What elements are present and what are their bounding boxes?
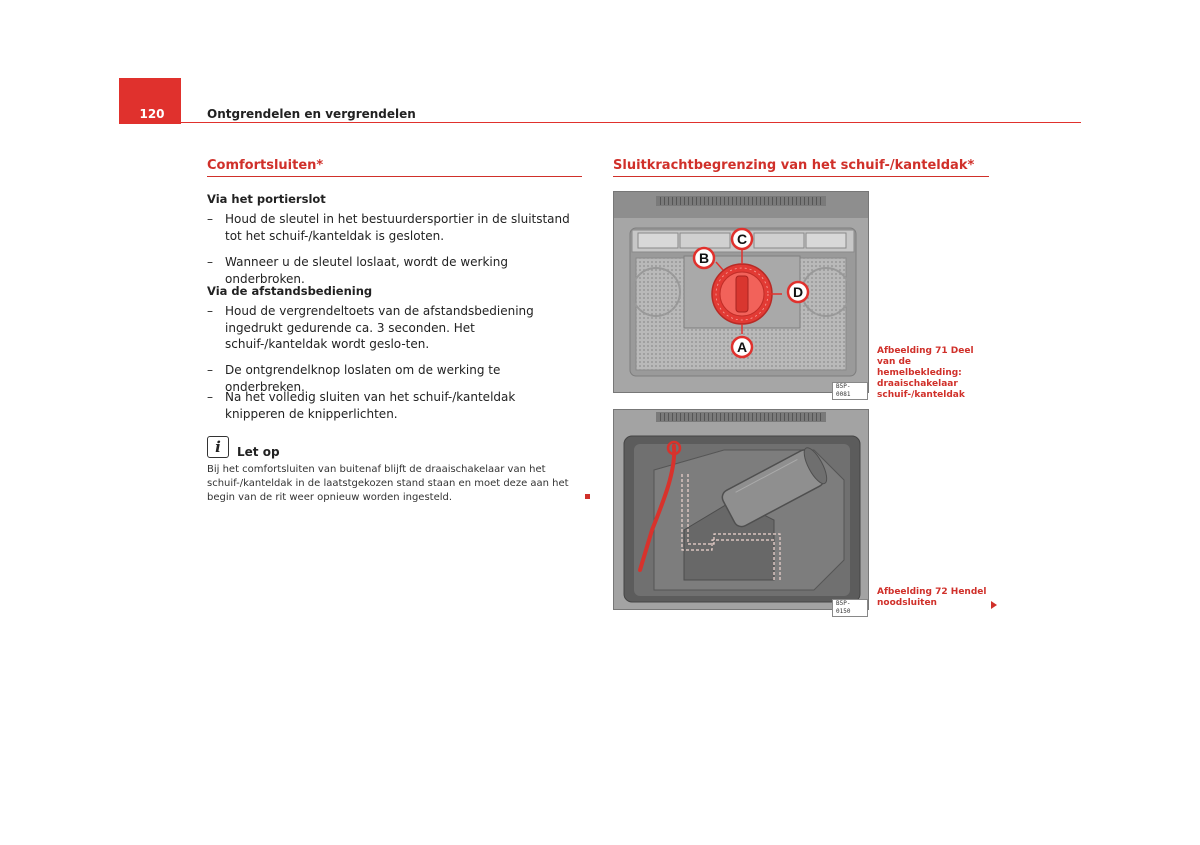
list-item-text: Wanneer u de sleutel loslaat, wordt de werking onderbroken. xyxy=(225,255,508,286)
bullet-dash: – xyxy=(207,255,213,269)
bullet-dash: – xyxy=(207,304,213,318)
list-item-text: De ontgrendelknop loslaten om de werking te onderbreken. xyxy=(225,363,501,394)
subheading-afstandsbediening: Via de afstandsbediening xyxy=(207,284,373,298)
figure-71-caption: Afbeelding 71 Deel van de hemelbekleding: draaischakelaar schuif-/kanteldak xyxy=(877,346,974,400)
figure-72-emergency-lever xyxy=(613,409,869,615)
figure-72-caption: Afbeelding 72 Hendel noodsluiten xyxy=(877,587,987,608)
list-item-text: Houd de sleutel in het bestuurdersportier in de sluitstand tot het schuif-/kanteldak is gesloten. xyxy=(225,212,570,243)
list-item-text: Na het volledig sluiten van het schuif-/kanteldak knipperen de knipperlichten. xyxy=(225,390,516,421)
figure-label-d: D xyxy=(792,284,804,300)
section-rule-left xyxy=(207,176,582,177)
section-end-marker-icon xyxy=(585,494,590,499)
bullet-dash: – xyxy=(207,212,213,226)
list-item-text: Houd de vergrendeltoets van de afstandsbediening ingedrukt gedurende ca. 3 seconden. Het schuif-/kanteldak wordt geslo-ten. xyxy=(225,304,534,351)
section-rule-right xyxy=(613,176,989,177)
continue-arrow-icon xyxy=(991,601,997,609)
note-title: Let op xyxy=(237,445,280,459)
subheading-portierslot: Via het portierslot xyxy=(207,192,326,206)
info-icon: i xyxy=(207,436,229,458)
section-title-sluitkracht: Sluitkrachtbegrenzing van het schuif-/kanteldak* xyxy=(613,158,975,173)
rotary-switch-illustration xyxy=(614,192,868,392)
figure-label-a: A xyxy=(736,339,748,355)
figure-label-c: C xyxy=(736,231,748,247)
bullet-dash: – xyxy=(207,390,213,404)
note-text: Bij het comfortsluiten van buitenaf blijft de draaischakelaar van het schuif-/kanteldak in de laatstgekozen stand staan en moet deze aan het begin van de rit weer opnieuw worden ingesteld. xyxy=(207,464,569,503)
section-title-comfortsluiten: Comfortsluiten* xyxy=(207,158,324,173)
figure-code: B5P-0081 xyxy=(832,382,868,400)
bullet-dash: – xyxy=(207,363,213,377)
chapter-title: Ontgrendelen en vergrendelen xyxy=(207,107,416,121)
figure-71-rotary-switch xyxy=(613,191,869,398)
figure-label-b: B xyxy=(698,250,710,266)
header-rule xyxy=(181,122,1081,123)
figure-code: B5P-0150 xyxy=(832,599,868,617)
page-number: 120 xyxy=(139,107,165,121)
emergency-lever-illustration xyxy=(614,410,868,609)
